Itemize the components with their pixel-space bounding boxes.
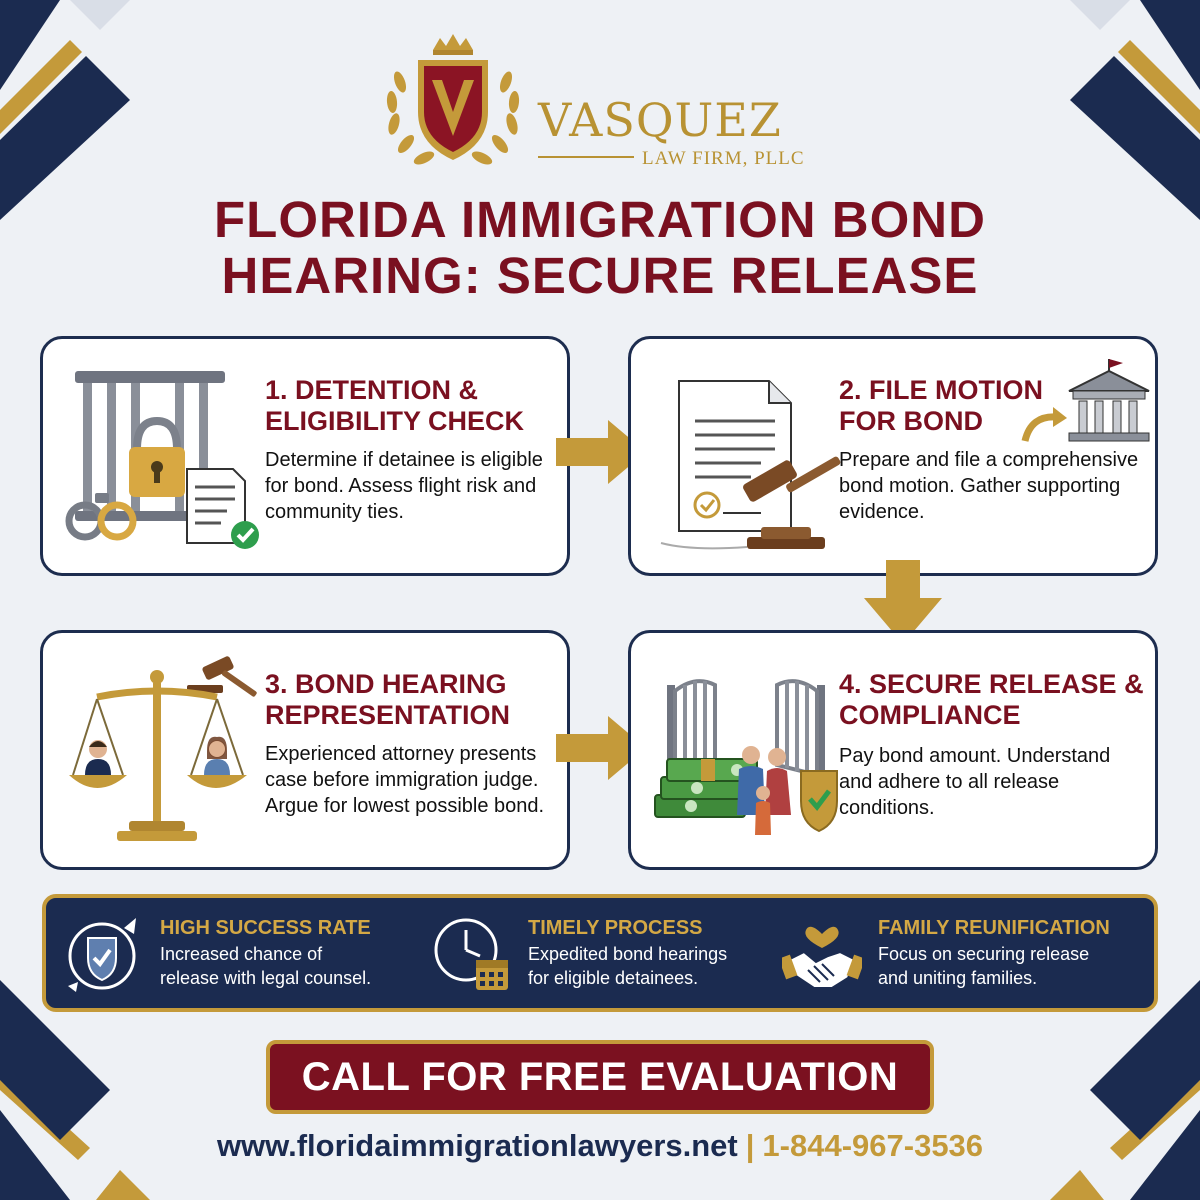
firm-logo xyxy=(378,32,828,172)
benefit-description-line: release with legal counsel. xyxy=(160,968,372,988)
benefit-high-success-rate xyxy=(64,912,424,1002)
benefit-description-line: Expedited bond hearings xyxy=(528,944,728,964)
open-gate-money-family-icon xyxy=(651,655,861,855)
firm-brand xyxy=(538,92,828,169)
firm-subtitle: LAW FIRM, PLLC xyxy=(642,148,805,169)
clock-calendar-icon xyxy=(432,912,512,998)
step-card-4 xyxy=(628,630,1158,870)
website-link[interactable]: www.floridaimmigrationlawyers.net xyxy=(216,1128,738,1163)
contact-separator: | xyxy=(745,1128,755,1163)
jail-cell-lock-handcuffs-icon xyxy=(63,361,273,561)
benefit-description xyxy=(528,942,727,990)
brand-divider xyxy=(538,156,634,158)
laurel-shield-emblem-icon xyxy=(378,32,528,172)
step-description: Prepare and file a comprehensive bond motion. Gather supporting evidence. xyxy=(839,449,1139,523)
call-for-free-evaluation-button[interactable]: CALL FOR FREE EVALUATION xyxy=(266,1040,934,1114)
document-gavel-courthouse-icon xyxy=(651,361,861,561)
step-title: 2. FILE MOTION FOR BOND xyxy=(839,375,1044,436)
benefit-title: FAMILY REUNIFICATION xyxy=(878,917,1110,939)
handshake-heart-icon xyxy=(782,912,862,998)
step-title: 1. DETENTION & ELIGIBILITY CHECK xyxy=(265,375,525,436)
benefit-description-line: for eligible detainees. xyxy=(528,968,699,988)
benefit-title: TIMELY PROCESS xyxy=(528,917,703,939)
benefit-family-reunification xyxy=(782,912,1152,1002)
benefit-description-line: Focus on securing release xyxy=(878,944,1090,964)
step-title: 3. BOND HEARING REPRESENTATION xyxy=(265,669,511,730)
step-description: Determine if detainee is eligible for bond. Assess flight risk and community ties. xyxy=(265,449,543,523)
corner-decoration-top-left xyxy=(0,0,160,220)
benefit-description xyxy=(878,942,1089,990)
title-line-1: FLORIDA IMMIGRATION BOND xyxy=(214,191,986,248)
scales-of-justice-icon xyxy=(63,655,273,855)
title-line-2: HEARING: SECURE RELEASE xyxy=(221,247,979,304)
step-title: 4. SECURE RELEASE & COMPLIANCE xyxy=(839,669,1144,730)
benefit-title: HIGH SUCCESS RATE xyxy=(160,917,371,939)
firm-name: VASQUEZ xyxy=(538,93,782,147)
contact-line xyxy=(0,1126,1200,1166)
shield-check-icon xyxy=(64,912,144,998)
corner-decoration-bottom-right xyxy=(1040,980,1200,1200)
phone-number-link[interactable]: 1-844-967-3536 xyxy=(762,1128,984,1163)
benefit-description-line: Increased chance of xyxy=(160,944,323,964)
step-description: Pay bond amount. Understand and adhere to all release conditions. xyxy=(839,745,1111,819)
benefit-timely-process xyxy=(432,912,772,1002)
step-card-1 xyxy=(40,336,570,576)
courthouse-icon xyxy=(1021,355,1151,455)
benefits-bar xyxy=(42,894,1158,1012)
step-card-3 xyxy=(40,630,570,870)
step-card-2 xyxy=(628,336,1158,576)
step-description: Experienced attorney presents case before immigration judge. Argue for lowest possible bond. xyxy=(265,743,545,817)
corner-decoration-top-right xyxy=(1040,0,1200,220)
page-title xyxy=(0,192,1200,304)
corner-decoration-bottom-left xyxy=(0,980,160,1200)
benefit-description xyxy=(160,942,371,990)
benefit-description-line: and uniting families. xyxy=(878,968,1038,988)
